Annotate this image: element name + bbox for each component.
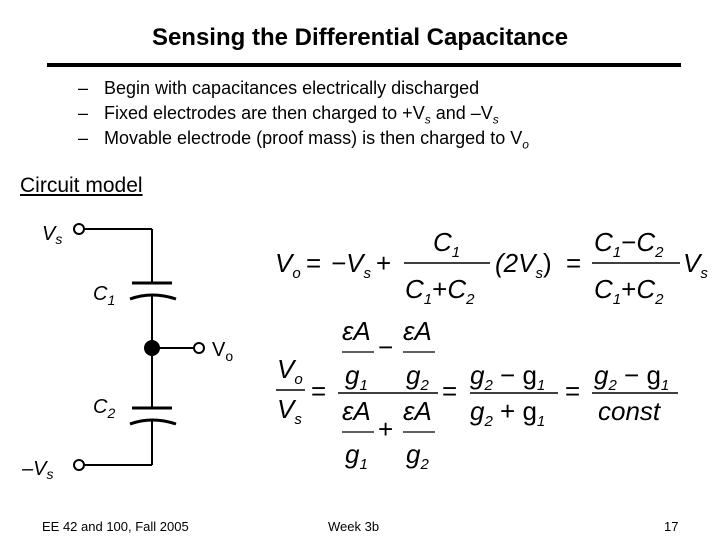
- bullet-text: Movable electrode (proof mass) is then charged to V: [104, 128, 523, 148]
- eq1-plus: +: [376, 248, 392, 278]
- c2-label: $C_2$: [93, 396, 116, 421]
- vo-terminal: [194, 343, 204, 353]
- bullet-dash: –: [78, 103, 89, 123]
- eq1-frac-num: $C_1$: [433, 227, 461, 261]
- bullet-text: Fixed electrodes are then charged to +V: [104, 103, 425, 123]
- eq1-frac-den: $C_1+C_2$: [405, 274, 475, 308]
- eq1-paren: $(2V_s)$: [495, 248, 552, 282]
- eq2-eps-a-2: εA: [403, 316, 432, 346]
- eq2-plus: +: [378, 414, 394, 444]
- footer-course: EE 42 and 100, Fall 2005: [42, 519, 189, 534]
- eq1-equals-2: =: [566, 248, 582, 278]
- eq1-lhs: $V_o$: [275, 248, 301, 282]
- equation-ratio: [276, 316, 678, 473]
- eq2-lhs-num: $V_o$: [277, 354, 303, 388]
- eq2-equals: =: [311, 376, 327, 406]
- eq2-minus: −: [378, 332, 394, 362]
- c1-label: $C_1$: [93, 283, 116, 308]
- eq1-rhs-num: $C_1-C_2$: [594, 227, 664, 261]
- vs-bottom-label: $-V_s$: [22, 458, 54, 482]
- eq2-g1-bottom: $g_1$: [345, 439, 368, 473]
- eq2-eps-a-3: εA: [342, 396, 371, 426]
- eq2-equals-3: =: [565, 376, 581, 406]
- bullet-dash: –: [78, 78, 89, 98]
- slide-title: Sensing the Differential Capacitance: [151, 24, 569, 51]
- vs-top-label: $V_s$: [42, 223, 63, 247]
- eq2-lhs-den: $V_s$: [277, 394, 302, 428]
- bullet-text: Begin with capacitances electrically discharged: [104, 78, 480, 98]
- eq2-eps-a-4: εA: [403, 396, 432, 426]
- eq2-rhs-num: $g_2 - g_1$: [594, 360, 670, 394]
- page-number: 17: [664, 519, 679, 534]
- footer-week: Week 3b: [328, 519, 380, 534]
- bullet-subscript: o: [522, 137, 529, 152]
- circuit-model-heading: Circuit model: [20, 174, 143, 197]
- vs-top-terminal: [74, 224, 84, 234]
- eq2-g2-bottom: $g_2$: [406, 439, 429, 473]
- bullet-dash: –: [78, 128, 89, 148]
- bullet-subscript: s: [424, 112, 431, 127]
- eq2-equals-2: =: [442, 376, 458, 406]
- bullet-subscript: s: [492, 112, 499, 127]
- vo-label: $V_o$: [212, 339, 234, 364]
- bullet-text-mid: and –V: [430, 103, 493, 123]
- vs-bottom-terminal: [74, 460, 84, 470]
- eq1-rhs-tail: $V_s$: [683, 248, 708, 282]
- eq1-rhs-den: $C_1+C_2$: [594, 274, 664, 308]
- eq2-mid-num: $g_2 - g_1$: [470, 360, 546, 394]
- eq1-neg-vs: $-V_s$: [331, 248, 372, 282]
- eq2-rhs-den: const: [598, 396, 661, 426]
- eq1-equals: =: [306, 248, 322, 278]
- equation-vo: [275, 227, 708, 308]
- eq2-mid-den: $g_2 + g_1$: [470, 396, 546, 430]
- eq2-eps-a-1: εA: [342, 316, 371, 346]
- eq2-g2-top: $g_2$: [406, 360, 429, 394]
- eq2-g1-top: $g_1$: [345, 360, 368, 394]
